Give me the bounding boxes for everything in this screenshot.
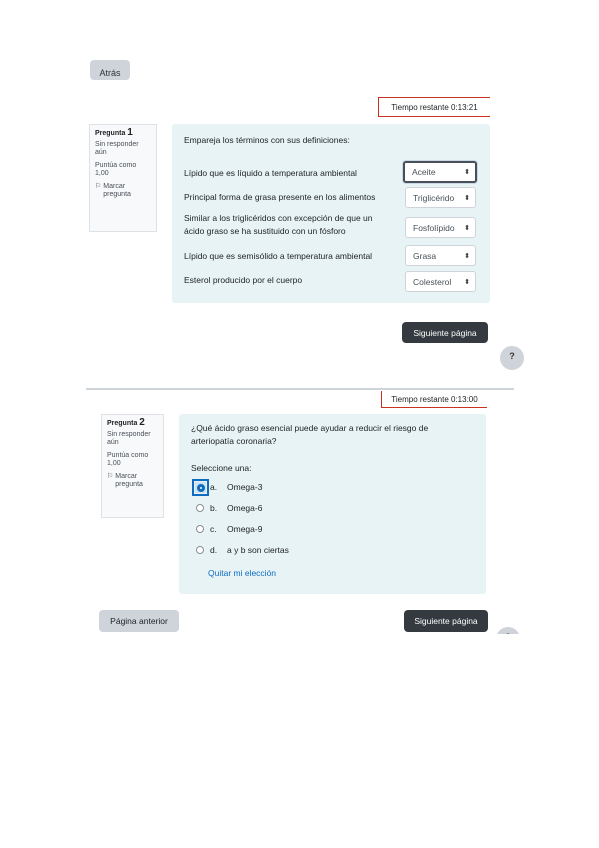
timer-text: Tiempo restante 0:13:00 [391, 394, 478, 404]
next-page-button[interactable]: Siguiente página [404, 610, 488, 632]
select-one-label: Seleccione una: [191, 463, 252, 473]
match-term-5: Esterol producido por el cuerpo [184, 275, 303, 285]
crop-mask [490, 634, 530, 664]
option-c-letter: c. [210, 524, 217, 534]
match-term-2: Principal forma de grasa presente en los alimentos [184, 192, 376, 202]
chevron-updown-icon: ⬍ [464, 169, 470, 176]
chevron-updown-icon: ⬍ [464, 252, 470, 260]
flag-icon: ⚐ [107, 472, 114, 480]
timer [381, 391, 487, 408]
help-button[interactable] [500, 346, 524, 370]
next-page-button[interactable]: Siguiente página [402, 322, 488, 343]
match-term-3-line2: ácido graso se ha sustituido con un fósforo [184, 226, 346, 236]
question-prompt-line1: ¿Qué ácido graso esencial puede ayudar a reducir el riesgo de [191, 423, 429, 433]
option-a-text[interactable]: Omega-3 [227, 482, 263, 492]
question-status: Sin responder aún [107, 430, 151, 446]
option-a-letter: a. [210, 482, 218, 492]
back-button[interactable] [90, 60, 130, 80]
option-d-radio[interactable] [196, 546, 204, 554]
match-select-5[interactable]: Colesterol ⬍ [405, 271, 476, 292]
question-info [101, 414, 164, 518]
match-term-4: Lípido que es semisólido a temperatura ambiental [184, 251, 373, 261]
clear-choice-link[interactable]: Quitar mi elección [208, 568, 277, 578]
screenshot-divider [86, 388, 514, 390]
option-c-text[interactable]: Omega-9 [227, 524, 263, 534]
option-b-radio[interactable] [196, 504, 204, 512]
match-select-4[interactable]: Grasa ⬍ [405, 245, 476, 266]
timer [378, 97, 490, 117]
chevron-updown-icon: ⬍ [464, 224, 470, 232]
match-select-2[interactable]: Triglicérido ⬍ [405, 187, 476, 208]
option-a-radio[interactable] [195, 482, 206, 493]
match-select-3[interactable]: Fosfolípido ⬍ [405, 217, 476, 238]
flag-question-link[interactable]: ⚐ Marcar pregunta [107, 472, 143, 488]
question-score: Puntúa como 1,00 [107, 451, 149, 467]
match-select-1[interactable]: Aceite ⬍ [403, 161, 477, 183]
question-prompt-line2: arteriopatía coronaria? [191, 436, 277, 446]
question-score: Puntúa como 1,00 [95, 161, 137, 177]
question-mark-icon: ? [509, 351, 515, 361]
chevron-updown-icon: ⬍ [464, 194, 470, 202]
timer-text: Tiempo restante 0:13:21 [391, 102, 478, 112]
question-status: Sin responder aún [95, 140, 139, 156]
question-info [89, 124, 157, 232]
option-d-letter: d. [210, 545, 218, 555]
flag-icon: ⚐ [95, 182, 102, 190]
radio-checked-icon [197, 484, 205, 492]
match-term-1: Lípido que es líquido a temperatura ambiental [184, 168, 357, 178]
question-number: Pregunta 2 [107, 417, 145, 428]
back-button-label: Atrás [99, 68, 121, 78]
flag-question-link[interactable]: ⚐ Marcar pregunta [95, 182, 131, 198]
option-b-text[interactable]: Omega-6 [227, 503, 263, 513]
option-c-radio[interactable] [196, 525, 204, 533]
option-d-text[interactable]: a y b son ciertas [227, 545, 289, 555]
question-number: Pregunta 1 [95, 127, 133, 138]
chevron-updown-icon: ⬍ [464, 278, 470, 286]
match-term-3-line1: Similar a los triglicéridos con excepción de que un [184, 213, 373, 223]
question-prompt: Empareja los términos con sus definiciones: [184, 135, 350, 145]
option-b-letter: b. [210, 503, 218, 513]
previous-page-button[interactable]: Página anterior [99, 610, 179, 632]
